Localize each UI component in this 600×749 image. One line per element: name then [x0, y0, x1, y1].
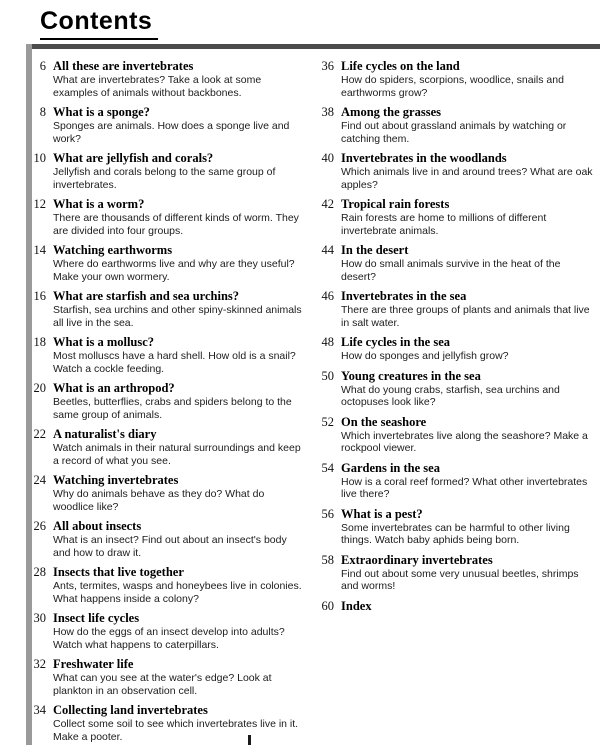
- toc-entry-description: Collect some soil to see which invertebrates live in it. Make a pooter.: [53, 718, 299, 743]
- toc-page-number: 40: [321, 151, 334, 165]
- toc-entry-title: Collecting land invertebrates: [53, 703, 208, 717]
- toc-entry: [318, 415, 594, 455]
- toc-entry-body: [341, 553, 594, 593]
- toc-entry: [318, 243, 594, 283]
- toc-page-number: 48: [321, 335, 334, 349]
- toc-entry-description: There are thousands of different kinds of worm. They are divided into four groups.: [53, 212, 299, 237]
- toc-entry-body: [53, 657, 306, 697]
- toc-entry-body: [341, 243, 594, 283]
- toc-entry-title: A naturalist's diary: [53, 427, 157, 441]
- toc-page-number: 44: [321, 243, 334, 257]
- toc-page-number: 8: [39, 105, 46, 119]
- toc-entry-body: [341, 335, 594, 363]
- toc-entry-body: [341, 415, 594, 455]
- toc-entry: [318, 59, 594, 99]
- toc-entry-title: Tropical rain forests: [341, 197, 450, 211]
- toc-entry: [30, 381, 306, 421]
- toc-columns: [0, 49, 600, 749]
- toc-page-number: 36: [321, 59, 334, 73]
- toc-page-number: 52: [321, 414, 334, 429]
- toc-entry-body: [341, 461, 594, 501]
- toc-entry-title: Watching invertebrates: [53, 473, 179, 487]
- toc-page-number: 56: [321, 506, 334, 521]
- toc-entry: [30, 427, 306, 467]
- toc-entry-body: [53, 473, 306, 513]
- toc-page-number: 24: [33, 473, 46, 487]
- toc-page-number: 54: [321, 460, 334, 475]
- toc-entry: [318, 553, 594, 593]
- toc-page-number: 10: [33, 151, 46, 165]
- toc-entry: [30, 105, 306, 145]
- toc-entry: [30, 243, 306, 283]
- toc-entry-description: Jellyfish and corals belong to the same group of invertebrates.: [53, 166, 276, 191]
- toc-entry-title: Invertebrates in the sea: [341, 289, 467, 303]
- toc-entry-body: [53, 151, 306, 191]
- toc-page-number: 38: [321, 105, 334, 119]
- toc-page-number: 14: [33, 243, 46, 257]
- toc-entry-body: [53, 381, 306, 421]
- toc-entry: [30, 59, 306, 99]
- toc-entry-title: Young creatures in the sea: [341, 368, 481, 383]
- toc-entry-description: Some invertebrates can be harmful to other living things. Watch baby aphids being born.: [341, 521, 570, 546]
- toc-entry-title: All about insects: [53, 519, 142, 533]
- toc-column-right: [318, 59, 594, 749]
- toc-page-number: 34: [33, 703, 46, 717]
- toc-entry-title: In the desert: [341, 243, 409, 257]
- page-title: Contents: [40, 7, 158, 40]
- toc-entry-description: Rain forests are home to millions of different invertebrate animals.: [341, 212, 547, 237]
- toc-entry-description: Find out about some very unusual beetles, shrimps and worms!: [341, 567, 579, 592]
- toc-entry-body: [341, 151, 594, 191]
- toc-entry: [318, 599, 594, 614]
- toc-entry-body: [53, 519, 306, 559]
- toc-page-number: 58: [321, 552, 334, 567]
- toc-entry: [30, 519, 306, 559]
- toc-entry-description: Find out about grassland animals by watching or catching them.: [341, 120, 567, 145]
- toc-entry-description: Ants, termites, wasps and honeybees live in colonies. What happens inside a colony?: [53, 580, 302, 605]
- toc-entry-body: [53, 289, 306, 329]
- toc-page-number: 60: [321, 598, 334, 613]
- toc-entry-body: [53, 243, 306, 283]
- toc-entry-description: Watch animals in their natural surroundings and keep a record of what you see.: [53, 442, 301, 467]
- toc-entry-title: All these are invertebrates: [53, 59, 194, 73]
- toc-entry-body: [53, 427, 306, 467]
- toc-entry-title: What is a mollusc?: [53, 335, 155, 349]
- toc-entry-description: How do the eggs of an insect develop into adults? Watch what happens to caterpillars.: [53, 626, 285, 651]
- toc-entry: [318, 197, 594, 237]
- toc-entry-title: What is a pest?: [341, 506, 423, 521]
- toc-entry-title: Index: [341, 598, 372, 613]
- toc-entry-title: Watching earthworms: [53, 243, 173, 257]
- toc-entry-title: Life cycles on the land: [341, 59, 460, 73]
- toc-entry-title: Extraordinary invertebrates: [341, 552, 493, 567]
- toc-entry: [318, 369, 594, 409]
- toc-page-number: 30: [33, 611, 46, 625]
- toc-entry: [30, 151, 306, 191]
- toc-entry-description: Why do animals behave as they do? What do woodlice like?: [53, 488, 265, 513]
- toc-entry-body: [341, 197, 594, 237]
- toc-entry: [318, 105, 594, 145]
- toc-entry-description: How do spiders, scorpions, woodlice, snails and earthworms grow?: [341, 74, 564, 99]
- toc-entry-title: Invertebrates in the woodlands: [341, 151, 507, 165]
- toc-entry-description: Which invertebrates live along the seashore? Make a rockpool viewer.: [341, 429, 588, 454]
- toc-entry-body: [341, 289, 594, 329]
- toc-entry-body: [53, 335, 306, 375]
- toc-entry-title: Among the grasses: [341, 105, 441, 119]
- toc-entry-body: [53, 565, 306, 605]
- toc-page-number: 18: [33, 335, 46, 349]
- toc-entry-description: There are three groups of plants and animals that live in salt water.: [341, 304, 590, 329]
- toc-page-number: 20: [33, 381, 46, 395]
- toc-page-number: 6: [39, 59, 46, 73]
- toc-page-number: 46: [321, 289, 334, 303]
- toc-entry-description: How do small animals survive in the heat of the desert?: [341, 258, 561, 283]
- toc-entry-title: Insects that live together: [53, 565, 184, 579]
- toc-entry-description: Sponges are animals. How does a sponge live and work?: [53, 120, 290, 145]
- toc-page-number: 12: [33, 197, 46, 211]
- toc-entry-description: How is a coral reef formed? What other invertebrates live there?: [341, 475, 588, 500]
- toc-entry-body: [53, 197, 306, 237]
- toc-entry-description: Starfish, sea urchins and other spiny-skinned animals all live in the sea.: [53, 304, 302, 329]
- toc-entry: [318, 335, 594, 363]
- toc-entry-title: Life cycles in the sea: [341, 335, 451, 349]
- toc-entry: [318, 507, 594, 547]
- toc-entry-description: Most molluscs have a hard shell. How old is a snail? Watch a cockle feeding.: [53, 350, 296, 375]
- toc-entry-title: What are starfish and sea urchins?: [53, 289, 240, 303]
- toc-entry-body: [341, 59, 594, 99]
- toc-entry: [30, 657, 306, 697]
- toc-entry: [30, 703, 306, 743]
- toc-entry: [30, 473, 306, 513]
- toc-entry-body: [53, 59, 306, 99]
- toc-page-number: 42: [321, 197, 334, 211]
- page-header: [0, 0, 600, 40]
- toc-entry-description: Beetles, butterflies, crabs and spiders belong to the same group of animals.: [53, 396, 292, 421]
- toc-entry-title: What is a worm?: [53, 197, 145, 211]
- toc-entry-body: [53, 611, 306, 651]
- toc-entry: [30, 289, 306, 329]
- left-edge-bar: [26, 44, 32, 745]
- toc-entry-title: Insect life cycles: [53, 611, 140, 625]
- toc-entry-title: On the seashore: [341, 414, 427, 429]
- toc-entry-description: Where do earthworms live and why are they useful? Make your own wormery.: [53, 258, 295, 283]
- toc-entry-body: [53, 105, 306, 145]
- toc-page-number: 50: [321, 368, 334, 383]
- toc-entry-body: [53, 703, 306, 743]
- toc-entry: [30, 335, 306, 375]
- toc-page-number: 16: [33, 289, 46, 303]
- toc-page-number: 26: [33, 519, 46, 533]
- toc-page-number: 22: [33, 427, 46, 441]
- toc-entry-title: Gardens in the sea: [341, 460, 440, 475]
- toc-entry-description: What are invertebrates? Take a look at some examples of animals without backbones.: [53, 74, 262, 99]
- toc-page-number: 28: [33, 565, 46, 579]
- toc-entry: [318, 289, 594, 329]
- toc-entry-description: What can you see at the water's edge? Look at plankton in an observation cell.: [53, 672, 272, 697]
- toc-entry-title: What are jellyfish and corals?: [53, 151, 214, 165]
- toc-entry-description: Which animals live in and around trees? What are oak apples?: [341, 166, 593, 191]
- toc-entry-description: How do sponges and jellyfish grow?: [341, 350, 509, 362]
- toc-entry-body: [341, 369, 594, 409]
- toc-entry: [30, 611, 306, 651]
- toc-entry: [318, 461, 594, 501]
- toc-entry-description: What is an insect? Find out about an insect's body and how to draw it.: [53, 534, 287, 559]
- toc-page-number: 32: [33, 657, 46, 671]
- toc-column-left: [30, 59, 306, 749]
- toc-entry: [30, 565, 306, 605]
- toc-entry-description: What do young crabs, starfish, sea urchins and octopuses look like?: [341, 383, 560, 408]
- toc-entry-title: What is a sponge?: [53, 105, 150, 119]
- toc-entry: [318, 151, 594, 191]
- toc-entry-body: [341, 507, 594, 547]
- toc-entry-title: Freshwater life: [53, 657, 134, 671]
- toc-entry-body: [341, 599, 594, 614]
- toc-entry-title: What is an arthropod?: [53, 381, 175, 395]
- bottom-scan-mark: [248, 735, 251, 745]
- toc-entry-body: [341, 105, 594, 145]
- toc-entry: [30, 197, 306, 237]
